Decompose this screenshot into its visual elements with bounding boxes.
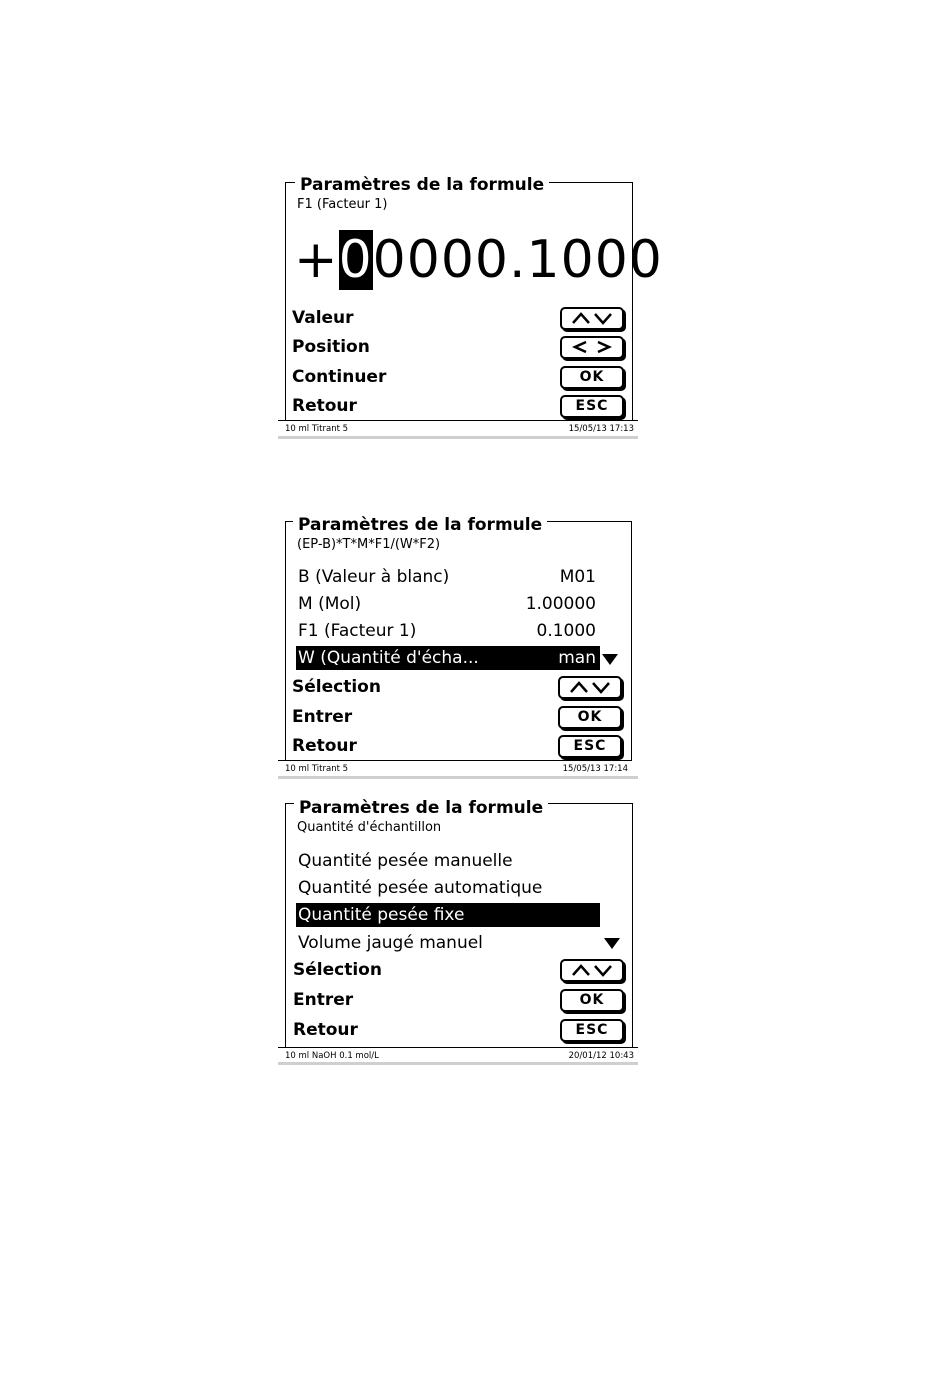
up-down-arrows-icon xyxy=(570,963,614,977)
up-down-key[interactable] xyxy=(560,959,624,982)
status-datetime: 15/05/13 17:14 xyxy=(562,764,628,774)
softkey-row-back[interactable] xyxy=(292,734,622,760)
screen-subtitle: F1 (Facteur 1) xyxy=(297,197,388,212)
param-row[interactable] xyxy=(296,565,600,589)
param-name: F1 (Facteur 1) xyxy=(298,621,417,641)
scroll-down-arrow-icon[interactable] xyxy=(604,938,620,949)
status-bar xyxy=(278,760,632,776)
value-sign: + xyxy=(294,230,339,290)
ok-key[interactable]: OK xyxy=(558,706,622,729)
softkey-row-position[interactable] xyxy=(292,335,624,361)
param-row[interactable] xyxy=(296,619,600,643)
esc-key[interactable]: ESC xyxy=(558,735,622,758)
status-datetime: 15/05/13 17:13 xyxy=(568,424,634,434)
screen-title: Paramètres de la formule xyxy=(294,799,548,817)
param-name: B (Valeur à blanc) xyxy=(298,567,450,587)
param-name: M (Mol) xyxy=(298,594,362,614)
param-value: 1.00000 xyxy=(525,594,596,614)
param-row-selected[interactable] xyxy=(296,646,600,670)
screen-sample-quantity xyxy=(278,795,638,1067)
screen-subtitle: Quantité d'échantillon xyxy=(297,820,442,835)
screen-bottom-edge xyxy=(278,436,638,439)
status-reagent: 10 ml NaOH 0.1 mol/L xyxy=(285,1051,379,1061)
value-cursor-digit[interactable]: 0 xyxy=(338,230,373,290)
softkey-row-select[interactable] xyxy=(293,958,624,984)
param-value: M01 xyxy=(559,567,596,587)
option-label: Quantité pesée automatique xyxy=(298,878,543,898)
scroll-down-arrow-icon[interactable] xyxy=(602,654,618,665)
param-value: 0.1000 xyxy=(536,621,596,641)
left-right-key[interactable] xyxy=(560,336,624,359)
softkey-label: Entrer xyxy=(292,707,353,727)
softkey-label: Valeur xyxy=(292,308,354,328)
param-name: W (Quantité d'écha... xyxy=(298,648,479,668)
softkey-row-enter[interactable] xyxy=(293,988,624,1014)
softkey-row-value[interactable] xyxy=(292,306,624,332)
status-datetime: 20/01/12 10:43 xyxy=(568,1051,634,1061)
softkey-row-back[interactable] xyxy=(293,1018,624,1044)
option-item[interactable] xyxy=(296,876,600,900)
ok-key[interactable]: OK xyxy=(560,989,624,1012)
softkey-label: Entrer xyxy=(293,990,354,1010)
option-item[interactable] xyxy=(296,931,600,955)
status-bar xyxy=(278,1047,638,1063)
esc-key[interactable]: ESC xyxy=(560,395,624,418)
softkey-row-continue[interactable] xyxy=(292,365,624,391)
softkey-label: Sélection xyxy=(293,960,382,980)
softkey-label: Retour xyxy=(292,396,357,416)
status-bar xyxy=(278,420,638,436)
up-down-key[interactable] xyxy=(558,676,622,699)
softkey-row-enter[interactable] xyxy=(292,705,622,731)
param-row[interactable] xyxy=(296,592,600,616)
up-down-key[interactable] xyxy=(560,307,624,330)
softkey-label: Retour xyxy=(292,736,357,756)
option-item-selected[interactable] xyxy=(296,903,600,927)
option-label: Quantité pesée fixe xyxy=(298,905,465,925)
value-display[interactable] xyxy=(294,232,663,288)
softkey-label: Position xyxy=(292,337,370,357)
screen-title: Paramètres de la formule xyxy=(293,516,547,534)
screen-formula-factor xyxy=(278,170,663,440)
left-right-arrows-icon xyxy=(570,340,614,354)
softkey-row-back[interactable] xyxy=(292,394,624,420)
ok-key[interactable]: OK xyxy=(560,366,624,389)
esc-key[interactable]: ESC xyxy=(560,1019,624,1042)
screen-formula-params xyxy=(278,510,638,780)
up-down-arrows-icon xyxy=(568,680,612,694)
softkey-label: Retour xyxy=(293,1020,358,1040)
screen-bottom-edge xyxy=(278,1062,638,1065)
screen-title: Paramètres de la formule xyxy=(295,176,549,194)
option-label: Quantité pesée manuelle xyxy=(298,851,513,871)
value-digits: 0000.1000 xyxy=(372,230,663,290)
softkey-row-select[interactable] xyxy=(292,675,622,701)
status-reagent: 10 ml Titrant 5 xyxy=(285,764,349,774)
up-down-arrows-icon xyxy=(570,311,614,325)
softkey-label: Sélection xyxy=(292,677,381,697)
screen-bottom-edge xyxy=(278,776,638,779)
option-item[interactable] xyxy=(296,849,600,873)
option-label: Volume jaugé manuel xyxy=(298,933,483,953)
status-reagent: 10 ml Titrant 5 xyxy=(285,424,349,434)
softkey-label: Continuer xyxy=(292,367,387,387)
param-value: man xyxy=(558,648,596,668)
screen-subtitle: (EP-B)*T*M*F1/(W*F2) xyxy=(297,537,441,552)
